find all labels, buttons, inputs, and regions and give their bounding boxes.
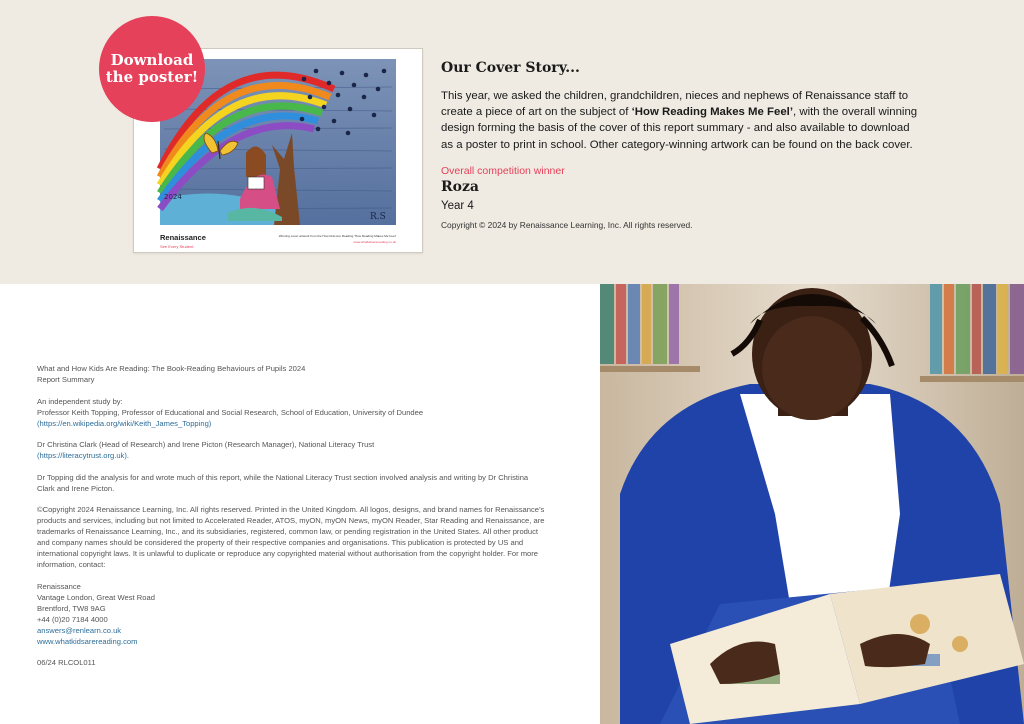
document-code: 06/24 RLCOL011 (37, 658, 96, 667)
cover-story (441, 60, 919, 230)
poster-brand-tagline: See Every Student. (160, 244, 195, 249)
study-intro: An independent study by: (37, 396, 123, 406)
cover-story-title: Our Cover Story... (441, 60, 580, 76)
contact-email-link[interactable]: answers@renlearn.co.uk (37, 625, 122, 635)
author-clark-picton: Dr Christina Clark (Head of Research) and Irene Picton (Research Manager), National Literacy Trust (37, 440, 375, 449)
analysis-note: Dr Topping did the analysis for and wrote much of this report, while the National Literacy Trust section involved analysis and writing by Dr Christina Clark and Irene Picton. (37, 472, 529, 493)
topping-link[interactable]: (https://en.wikipedia.org/wiki/Keith_James_Topping) (37, 418, 212, 428)
body-text-start: This year, we asked the children, grandchildren, nieces and nephews of Renaissance staff to create a piece of art on the subject of (441, 90, 909, 119)
poster-caption: Winning cover artwork from the How Kids Are Reading 'How Reading Makes Me Feel' (278, 234, 396, 238)
cover-story-body (441, 88, 919, 153)
address-line: Brentford, TW8 9AG (37, 603, 106, 613)
svg-text:2024: 2024 (164, 193, 182, 201)
badge-line-2: the poster! (105, 68, 199, 86)
legal-notice: ©Copyright 2024 Renaissance Learning, Inc. All rights reserved. Printed in the United Kingdom. All logos, designs, and brand names for Renaissance’s products and services, including but not limited to Accelerated Reader, ATOS, myON, myON News, myON Reader, Star Reading and Renaissance, are trademarks of Renaissance Learning, Inc., and its subsidiaries, registered, common law, or pending registration in the United States. All other product and company names should be considered the property of their respective companies and organisations. This publication is protected by US and international copyright laws. It is unlawful to duplicate or reproduce any copyrighted material without authorisation from the copyright holder. For more information, contact: (37, 505, 545, 569)
website-link[interactable]: www.whatkidsarereading.com (37, 636, 138, 646)
winner-label: Overall competition winner (441, 164, 565, 177)
poster-caption-link: www.whatkidsarereading.co.uk (353, 240, 396, 244)
report-title: What and How Kids Are Reading: The Book-Reading Behaviours of Pupils 2024 (37, 364, 306, 373)
literacy-trust-link[interactable]: (https://literacytrust.org.uk). (37, 451, 129, 460)
author-topping: Professor Keith Topping, Professor of Educational and Social Research, School of Education, University of Dundee (37, 407, 424, 417)
report-subtitle: Report Summary (37, 375, 95, 384)
download-poster-badge[interactable] (99, 16, 205, 122)
phone-number: +44 (0)20 7184 4000 (37, 614, 108, 624)
winner-year: Year 4 (441, 199, 474, 212)
badge-line-1: Download (110, 51, 194, 69)
child-reading-photo (600, 284, 1024, 724)
body-text-end: , with the overall winning design forming the basis of the cover of this report summary - and also available to download as a poster to print in school. Other category-winning artwork can be found on the back cover. (441, 106, 918, 151)
imprint-text (37, 363, 547, 679)
body-theme-bold: ‘How Reading Makes Me Feel’ (631, 106, 794, 119)
cover-copyright: Copyright © 2024 by Renaissance Learning, Inc. All rights reserved. (441, 219, 693, 230)
address-line: Vantage London, Great West Road (37, 592, 155, 602)
address-line: Renaissance (37, 581, 81, 591)
poster-brand: Renaissance (160, 233, 206, 242)
artist-signature: R.S (370, 212, 386, 222)
winner-name: Roza (441, 178, 479, 195)
